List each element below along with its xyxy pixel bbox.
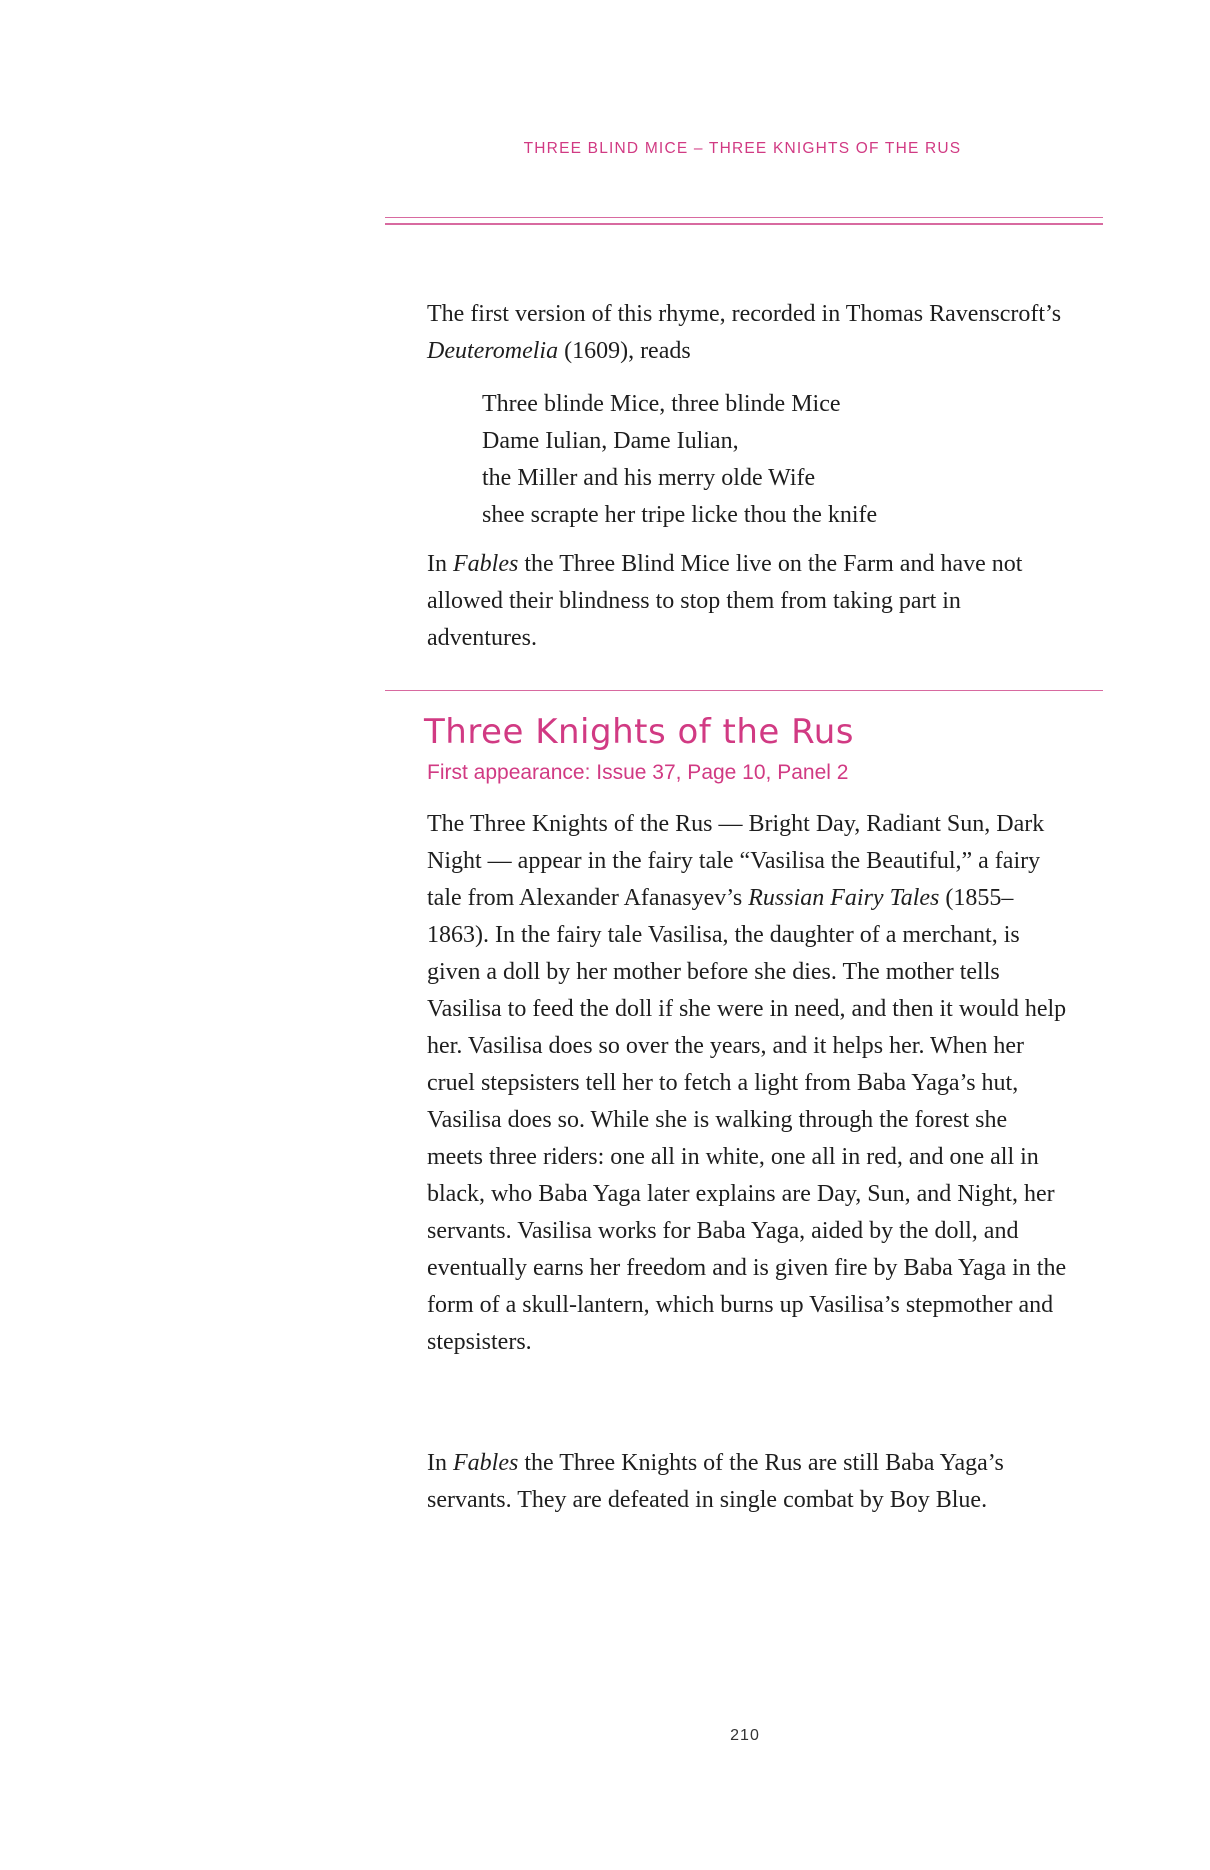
verse-line: Dame Iulian, Dame Iulian, bbox=[482, 428, 739, 454]
knights-fables-paragraph bbox=[427, 1445, 1067, 1519]
first-appearance: First appearance: Issue 37, Page 10, Panel 2 bbox=[427, 761, 849, 784]
knights-fables-italic: Fables bbox=[453, 1450, 519, 1476]
running-head: THREE BLIND MICE – THREE KNIGHTS OF THE RUS bbox=[523, 140, 962, 157]
section-title: Three Knights of the Rus bbox=[424, 712, 855, 752]
intro-paragraph bbox=[427, 296, 1067, 370]
verse-line: Three blinde Mice, three blinde Mice bbox=[482, 391, 841, 417]
mice-fables-italic: Fables bbox=[453, 551, 519, 577]
page-number: 210 bbox=[730, 1727, 760, 1744]
knights-body-text-end: (1855–1863). In the fairy tale Vasilisa, the daughter of a merchant, is given a doll by her mother before she dies. The mother tells Vasilisa to feed the doll if she were in need, and then it would help her. Vasilisa does so over the years, and it helps her. When her cruel stepsisters tell her to fetch a light from Baba Yaga’s hut, Vasilisa does so. While she is walking through the forest she meets three riders: one all in white, one all in red, and one all in black, who Baba Yaga later explains are Day, Sun, and Night, her servants. Vasilisa works for Baba Yaga, aided by the doll, and eventually earns her freedom and is given fire by Baba Yaga in the form of a skull-lantern, which burns up Vasilisa’s stepmother and stepsisters. bbox=[427, 885, 1067, 1355]
knights-body-paragraph bbox=[427, 806, 1067, 1361]
mice-fables-paragraph bbox=[427, 546, 1067, 657]
section-divider bbox=[385, 690, 1103, 691]
knights-fables-text-end: the Three Knights of the Rus are still Baba Yaga’s servants. They are defeated in single combat by Boy Blue. bbox=[427, 1450, 1004, 1513]
rhyme-verse bbox=[482, 386, 1042, 534]
verse-line: the Miller and his merry olde Wife bbox=[482, 465, 816, 491]
verse-line: shee scrapte her tripe licke thou the knife bbox=[482, 502, 878, 528]
knights-fables-text-start: In bbox=[427, 1450, 453, 1476]
knights-body-book-title: Russian Fairy Tales bbox=[748, 885, 940, 911]
header-double-rule bbox=[385, 217, 1103, 224]
knights-body-text-start: The Three Knights of the Rus — Bright Day, Radiant Sun, Dark Night — appear in the fairy tale “Vasilisa the Beautiful,” a fairy tale from Alexander Afanasyev’s bbox=[427, 811, 1045, 911]
intro-text-end: (1609), reads bbox=[558, 338, 691, 364]
mice-fables-text-start: In bbox=[427, 551, 453, 577]
intro-book-title: Deuteromelia bbox=[427, 338, 559, 364]
intro-text-start: The first version of this rhyme, recorded in Thomas Ravenscroft’s bbox=[427, 301, 1062, 327]
mice-fables-text-end: the Three Blind Mice live on the Farm and have not allowed their blindness to stop them from taking part in adventures. bbox=[427, 551, 1023, 651]
